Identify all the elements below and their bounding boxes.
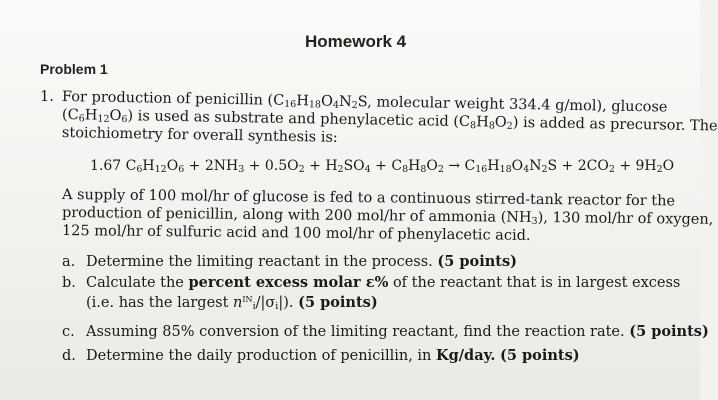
question-d-label: d. bbox=[62, 348, 76, 364]
stoichiometry-equation: 1.67 $C_6H_{12}O_6 + 2NH_3 + 0.5O_2 + H_2SO_4 + C_8H_8O_2 \to C_{16}H_{18}O_4N_2S + 2CO_2 + 9H_2O$ bbox=[90, 158, 675, 175]
intro-line-2: $(C_6H_{12}O_6)$ is used as substrate and phenylacetic acid $(C_8H_8O_2)$ is added as precursor. The bbox=[61, 107, 718, 135]
question-b-line-2: (i.e. has the largest $n^{IN}_i/|\sigma_i|$). (5 points) bbox=[86, 294, 378, 312]
intro-line-1: For production of penicillin ($C_{16}H_{18}O_4N_2S$, molecular weight 334.4 g/mol), glucose bbox=[61, 89, 668, 116]
problem-number: 1. bbox=[40, 89, 54, 105]
problem-label: Problem 1 bbox=[40, 61, 108, 77]
supply-line-1: A supply of 100 mol/hr of glucose is fed to a continuous stirred-tank reactor for the bbox=[61, 187, 676, 210]
question-d: Determine the daily production of penicillin, in Kg/day. (5 points) bbox=[86, 347, 580, 364]
supply-line-3: 125 mol/hr of sulfuric acid and 100 mol/hr of phenylacetic acid. bbox=[61, 223, 531, 244]
question-b-line-1: Calculate the percent excess molar ε% of the reactant that is in largest excess bbox=[86, 274, 681, 291]
page-title: Homework 4 bbox=[305, 32, 407, 51]
intro-line-3: stoichiometry for overall synthesis is: bbox=[61, 125, 338, 146]
question-a-label: a. bbox=[62, 254, 76, 270]
question-c: Assuming 85% conversion of the limiting reactant, find the reaction rate. (5 points) bbox=[86, 323, 709, 340]
supply-line-2: production of penicillin, along with 200 mol/hr of ammonia $(NH_3)$, 130 mol/hr of oxygen, bbox=[61, 205, 714, 228]
question-b-label: b. bbox=[62, 275, 76, 291]
question-a: Determine the limiting reactant in the process. (5 points) bbox=[86, 253, 517, 270]
question-c-label: c. bbox=[62, 324, 75, 340]
